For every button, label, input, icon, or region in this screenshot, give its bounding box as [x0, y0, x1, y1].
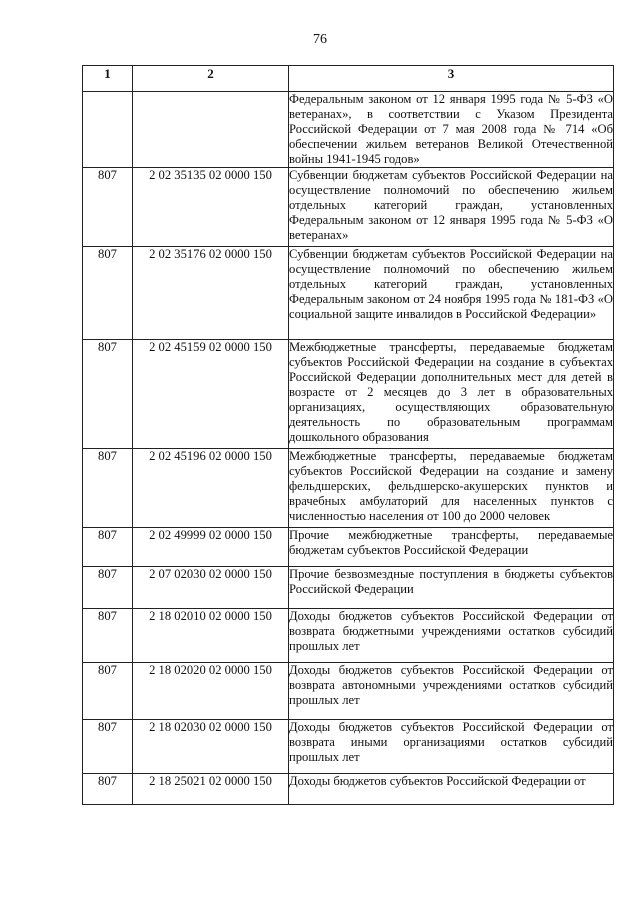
- description-cell: Межбюджетные трансферты, передаваемые бюджетам субъектов Российской Федерации на создание и замену фельдшерских, фельдшерско-акушерских пунктов и врачебных амбулаторий для населенных пунктов с численностью населения от 100 до 2000 человек: [289, 449, 614, 528]
- admin-code-cell: 807: [83, 449, 133, 528]
- table-row: [83, 609, 614, 663]
- revenue-codes-table: [82, 65, 614, 805]
- admin-code-cell: 807: [83, 247, 133, 340]
- admin-code-cell: 807: [83, 609, 133, 663]
- table-row: [83, 449, 614, 528]
- budget-code-cell: 2 02 45159 02 0000 150: [133, 340, 289, 449]
- budget-code-cell: 2 18 25021 02 0000 150: [133, 774, 289, 805]
- table-row: [83, 720, 614, 774]
- table-row: [83, 528, 614, 567]
- admin-code-cell: 807: [83, 528, 133, 567]
- budget-code-cell: [133, 92, 289, 168]
- budget-code-cell: 2 02 45196 02 0000 150: [133, 449, 289, 528]
- admin-code-cell: 807: [83, 720, 133, 774]
- table-row: [83, 567, 614, 609]
- table-row: [83, 168, 614, 247]
- description-cell: Федеральным законом от 12 января 1995 года № 5-ФЗ «О ветеранах», в соответствии с Указом Президента Российской Федерации от 7 мая 2008 года № 714 «Об обеспечении жильем ветеранов Великой Отечественной войны 1941-1945 годов»: [289, 92, 613, 166]
- description-cell: Доходы бюджетов субъектов Российской Федерации от возврата автономными учреждениями остатков субсидий прошлых лет: [289, 663, 614, 720]
- budget-code-cell: 2 18 02020 02 0000 150: [133, 663, 289, 720]
- description-cell: Субвенции бюджетам субъектов Российской Федерации на осуществление полномочий по обеспечению жильем отдельных категорий граждан, установленных Федеральным законом от 24 ноября 1995 года № 181-ФЗ «О социальной защите инвалидов в Российской Федерации»: [289, 247, 614, 340]
- admin-code-cell: 807: [83, 340, 133, 449]
- table-row: [83, 774, 614, 805]
- admin-code-cell: 807: [83, 168, 133, 247]
- table-header-row: [83, 66, 614, 92]
- description-cell: Прочие безвозмездные поступления в бюджеты субъектов Российской Федерации: [289, 567, 614, 609]
- admin-code-cell: 807: [83, 567, 133, 609]
- table-row: [83, 92, 614, 168]
- column-header-2: 2: [133, 66, 289, 92]
- budget-code-cell: 2 18 02010 02 0000 150: [133, 609, 289, 663]
- admin-code-cell: 807: [83, 774, 133, 805]
- description-cell: Межбюджетные трансферты, передаваемые бюджетам субъектов Российской Федерации на создание в субъектах Российской Федерации дополнительных мест для детей в возрасте от 2 месяцев до 3 лет в образовательных организациях, осуществляющих образовательную деятельность по образовательным программам дошкольного образования: [289, 340, 614, 449]
- page-number: 76: [313, 32, 327, 47]
- budget-code-cell: 2 02 49999 02 0000 150: [133, 528, 289, 567]
- description-cell: Прочие межбюджетные трансферты, передаваемые бюджетам субъектов Российской Федерации: [289, 528, 614, 567]
- budget-code-cell: 2 07 02030 02 0000 150: [133, 567, 289, 609]
- table-row: [83, 663, 614, 720]
- description-cell: Доходы бюджетов субъектов Российской Федерации от: [289, 774, 614, 805]
- column-header-3: 3: [289, 66, 614, 92]
- description-cell: Доходы бюджетов субъектов Российской Федерации от возврата бюджетными учреждениями остатков субсидий прошлых лет: [289, 609, 614, 663]
- table-row: [83, 340, 614, 449]
- description-cell: Доходы бюджетов субъектов Российской Федерации от возврата иными организациями остатков субсидий прошлых лет: [289, 720, 614, 774]
- admin-code-cell: [83, 92, 133, 168]
- budget-code-cell: 2 02 35135 02 0000 150: [133, 168, 289, 247]
- table-row: [83, 247, 614, 340]
- column-header-1: 1: [83, 66, 133, 92]
- budget-code-cell: 2 02 35176 02 0000 150: [133, 247, 289, 340]
- budget-code-cell: 2 18 02030 02 0000 150: [133, 720, 289, 774]
- admin-code-cell: 807: [83, 663, 133, 720]
- description-cell: Субвенции бюджетам субъектов Российской Федерации на осуществление полномочий по обеспечению жильем отдельных категорий граждан, установленных Федеральным законом от 12 января 1995 года № 5-ФЗ «О ветеранах»: [289, 168, 614, 247]
